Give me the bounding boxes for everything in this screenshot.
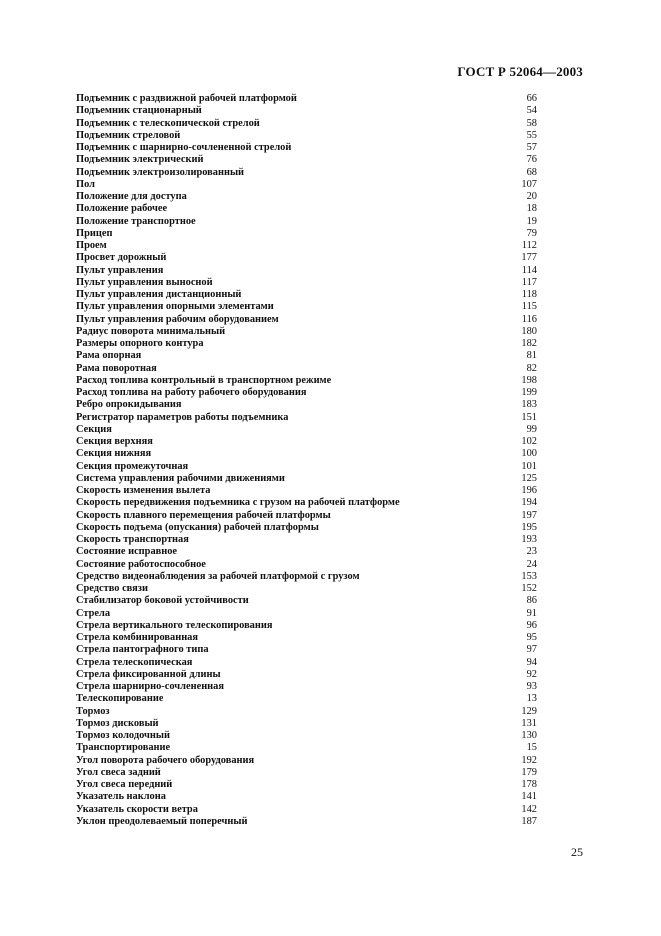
index-term: Скорость транспортная	[76, 534, 189, 545]
index-entry	[76, 497, 537, 509]
index-page-ref: 183	[521, 399, 537, 411]
index-page-ref: 178	[521, 779, 537, 790]
index-page-ref: 81	[526, 350, 537, 362]
index-term: Состояние работоспособное	[76, 558, 206, 570]
index-entry	[76, 644, 537, 656]
index-term: Подъемник стреловой	[76, 129, 181, 141]
index-entry	[76, 154, 537, 166]
index-term: Пульт управления опорными элементами	[76, 301, 274, 313]
index-page-ref: 117	[521, 276, 537, 288]
page-number: 25	[571, 845, 583, 859]
index-page-ref: 130	[521, 730, 537, 741]
index-page-ref: 91	[526, 607, 537, 619]
index-term: Угол поворота рабочего оборудования	[76, 754, 255, 766]
index-page-ref: 129	[521, 705, 537, 717]
index-term: Пульт управления дистанционный	[76, 289, 242, 300]
index-term: Телескопирование	[76, 693, 164, 705]
index-entry	[76, 608, 537, 620]
index-entry	[76, 522, 537, 534]
index-page-ref: 187	[521, 815, 537, 827]
index-entry	[76, 314, 537, 326]
index-page-ref: 96	[526, 619, 537, 631]
index-page-ref: 79	[526, 227, 537, 239]
index-page-ref: 125	[521, 472, 537, 484]
index-entry	[76, 130, 537, 142]
index-entry	[76, 277, 537, 289]
index-term: Секция	[76, 423, 112, 435]
index-entry	[76, 693, 537, 705]
index-term: Скорость плавного перемещения рабочей платформы	[76, 509, 331, 521]
index-term: Тормоз дисковый	[76, 717, 159, 729]
index-term: Стрела шарнирно-сочлененная	[76, 681, 224, 692]
index-term: Тормоз	[76, 705, 110, 717]
index-page-ref: 153	[521, 570, 537, 582]
index-term: Средство связи	[76, 583, 148, 594]
index-entry	[76, 473, 537, 485]
index-term: Угол свеса задний	[76, 766, 161, 778]
index-term: Стрела вертикального телескопирования	[76, 619, 273, 631]
index-entry	[76, 363, 537, 375]
index-entry	[76, 167, 537, 179]
alphabetical-index-list	[76, 93, 537, 828]
index-page-ref: 114	[521, 264, 537, 276]
index-entry	[76, 216, 537, 228]
index-term: Положение рабочее	[76, 203, 168, 215]
index-term: Подъемник с телескопической стрелой	[76, 117, 260, 129]
index-term: Уклон преодолеваемый поперечный	[76, 815, 248, 827]
index-entry	[76, 350, 537, 362]
index-term: Стрела	[76, 607, 111, 619]
index-entry	[76, 767, 537, 779]
index-entry	[76, 424, 537, 436]
index-page-ref: 54	[526, 105, 537, 117]
index-term: Ребро опрокидывания	[76, 399, 182, 411]
index-entry	[76, 448, 537, 460]
index-term: Проем	[76, 240, 107, 251]
index-term: Скорость передвижения подъемника с грузом на рабочей платформе	[76, 497, 400, 509]
index-page-ref: 101	[521, 460, 537, 472]
index-entry	[76, 436, 537, 448]
index-page-ref: 177	[521, 252, 537, 264]
index-entry	[76, 755, 537, 767]
index-page-ref: 95	[526, 632, 537, 643]
index-page-ref: 102	[521, 436, 537, 447]
index-page-ref: 141	[521, 791, 537, 803]
index-term: Указатель скорости ветра	[76, 803, 198, 815]
index-term: Подъемник с шарнирно-сочлененной стрелой	[76, 142, 292, 153]
index-term: Стрела пантографного типа	[76, 644, 209, 656]
index-term: Регистратор параметров работы подъемника	[76, 411, 289, 423]
index-page-ref: 198	[521, 374, 537, 386]
index-term: Секция промежуточная	[76, 460, 189, 472]
index-page-ref: 94	[526, 656, 537, 668]
index-term: Система управления рабочими движениями	[76, 472, 285, 484]
index-term: Расход топлива контрольный в транспортном режиме	[76, 374, 332, 386]
index-term: Стабилизатор боковой устойчивости	[76, 595, 249, 607]
index-entry	[76, 620, 537, 632]
index-page-ref: 118	[521, 289, 537, 300]
index-term: Состояние исправное	[76, 546, 178, 558]
index-term: Положение транспортное	[76, 215, 196, 227]
index-term: Пульт управления выносной	[76, 276, 213, 288]
index-entry	[76, 669, 537, 681]
index-page-ref: 151	[521, 411, 537, 423]
index-page-ref: 199	[521, 387, 537, 398]
index-page-ref: 97	[526, 644, 537, 656]
index-page-ref: 194	[521, 497, 537, 509]
index-page-ref: 179	[521, 766, 537, 778]
index-page-ref: 99	[526, 423, 537, 435]
index-entry	[76, 730, 537, 742]
index-page-ref: 13	[526, 693, 537, 705]
index-entry	[76, 742, 537, 754]
index-term: Подъемник с раздвижной рабочей платформой	[76, 93, 297, 104]
index-entry	[76, 179, 537, 191]
index-term: Пульт управления	[76, 264, 164, 276]
index-entry	[76, 289, 537, 301]
index-entry	[76, 118, 537, 130]
index-page-ref: 57	[526, 142, 537, 153]
index-term: Рама опорная	[76, 350, 142, 362]
index-entry	[76, 399, 537, 411]
index-entry	[76, 338, 537, 350]
index-entry	[76, 718, 537, 730]
index-page-ref: 152	[521, 583, 537, 594]
index-entry	[76, 804, 537, 816]
index-term: Скорость изменения вылета	[76, 485, 211, 496]
index-term: Секция нижняя	[76, 448, 152, 460]
index-term: Стрела телескопическая	[76, 656, 193, 668]
index-entry	[76, 203, 537, 215]
index-entry	[76, 326, 537, 338]
index-page-ref: 180	[521, 325, 537, 337]
index-term: Прицеп	[76, 227, 113, 239]
index-entry	[76, 571, 537, 583]
index-term: Положение для доступа	[76, 191, 187, 202]
index-page-ref: 107	[521, 178, 537, 190]
index-term: Пульт управления рабочим оборудованием	[76, 313, 279, 325]
index-term: Размеры опорного контура	[76, 338, 204, 349]
index-entry	[76, 93, 537, 105]
index-entry	[76, 105, 537, 117]
index-entry	[76, 534, 537, 546]
index-page-ref: 19	[526, 215, 537, 227]
index-page-ref: 82	[526, 362, 537, 374]
index-term: Стрела комбинированная	[76, 632, 199, 643]
index-entry	[76, 791, 537, 803]
index-page-ref: 182	[521, 338, 537, 349]
index-page-ref: 18	[526, 203, 537, 215]
index-page-ref: 196	[521, 485, 537, 496]
index-term: Пол	[76, 178, 95, 190]
index-term: Подъемник электроизолированный	[76, 166, 245, 178]
index-entry	[76, 412, 537, 424]
index-entry	[76, 595, 537, 607]
index-entry	[76, 265, 537, 277]
index-page-ref: 68	[526, 166, 537, 178]
index-entry	[76, 301, 537, 313]
index-page-ref: 76	[526, 154, 537, 166]
index-entry	[76, 681, 537, 693]
index-page-ref: 142	[521, 803, 537, 815]
index-page-ref: 193	[521, 534, 537, 545]
index-page-ref: 86	[526, 595, 537, 607]
index-term: Подъемник электрический	[76, 154, 204, 166]
index-page-ref: 131	[521, 717, 537, 729]
index-page-ref: 24	[526, 558, 537, 570]
index-page-ref: 20	[526, 191, 537, 202]
index-page-ref: 112	[521, 240, 537, 251]
index-entry	[76, 583, 537, 595]
document-header: ГОСТ Р 52064—2003	[457, 64, 583, 79]
index-term: Рама поворотная	[76, 362, 157, 374]
index-entry	[76, 632, 537, 644]
index-page-ref: 116	[521, 313, 537, 325]
index-entry	[76, 657, 537, 669]
index-entry	[76, 485, 537, 497]
index-entry	[76, 706, 537, 718]
index-page-ref: 92	[526, 668, 537, 680]
index-page-ref: 15	[526, 742, 537, 754]
index-page-ref: 100	[521, 448, 537, 460]
index-page-ref: 115	[521, 301, 537, 313]
index-page-ref: 197	[521, 509, 537, 521]
index-page-ref: 66	[526, 93, 537, 104]
index-term: Транспортирование	[76, 742, 171, 754]
index-entry	[76, 559, 537, 571]
index-page-ref: 192	[521, 754, 537, 766]
index-entry	[76, 546, 537, 558]
index-entry	[76, 375, 537, 387]
index-entry	[76, 461, 537, 473]
index-term: Расход топлива на работу рабочего оборудования	[76, 387, 307, 398]
index-entry	[76, 510, 537, 522]
index-page-ref: 195	[521, 521, 537, 533]
index-term: Просвет дорожный	[76, 252, 167, 264]
index-entry	[76, 779, 537, 791]
index-term: Скорость подъема (опускания) рабочей платформы	[76, 521, 319, 533]
index-entry	[76, 387, 537, 399]
index-term: Тормоз колодочный	[76, 730, 170, 741]
index-entry	[76, 228, 537, 240]
index-entry	[76, 142, 537, 154]
index-page-ref: 55	[526, 129, 537, 141]
index-term: Подъемник стационарный	[76, 105, 202, 117]
index-entry	[76, 252, 537, 264]
index-term: Указатель наклона	[76, 791, 166, 803]
index-term: Угол свеса передний	[76, 779, 173, 790]
index-entry	[76, 191, 537, 203]
index-term: Секция верхняя	[76, 436, 153, 447]
index-term: Радиус поворота минимальный	[76, 325, 226, 337]
index-term: Средство видеонаблюдения за рабочей платформой с грузом	[76, 570, 360, 582]
index-term: Стрела фиксированной длины	[76, 668, 221, 680]
index-entry	[76, 816, 537, 828]
index-page-ref: 23	[526, 546, 537, 558]
index-entry	[76, 240, 537, 252]
index-page-ref: 93	[526, 681, 537, 692]
index-page-ref: 58	[526, 117, 537, 129]
